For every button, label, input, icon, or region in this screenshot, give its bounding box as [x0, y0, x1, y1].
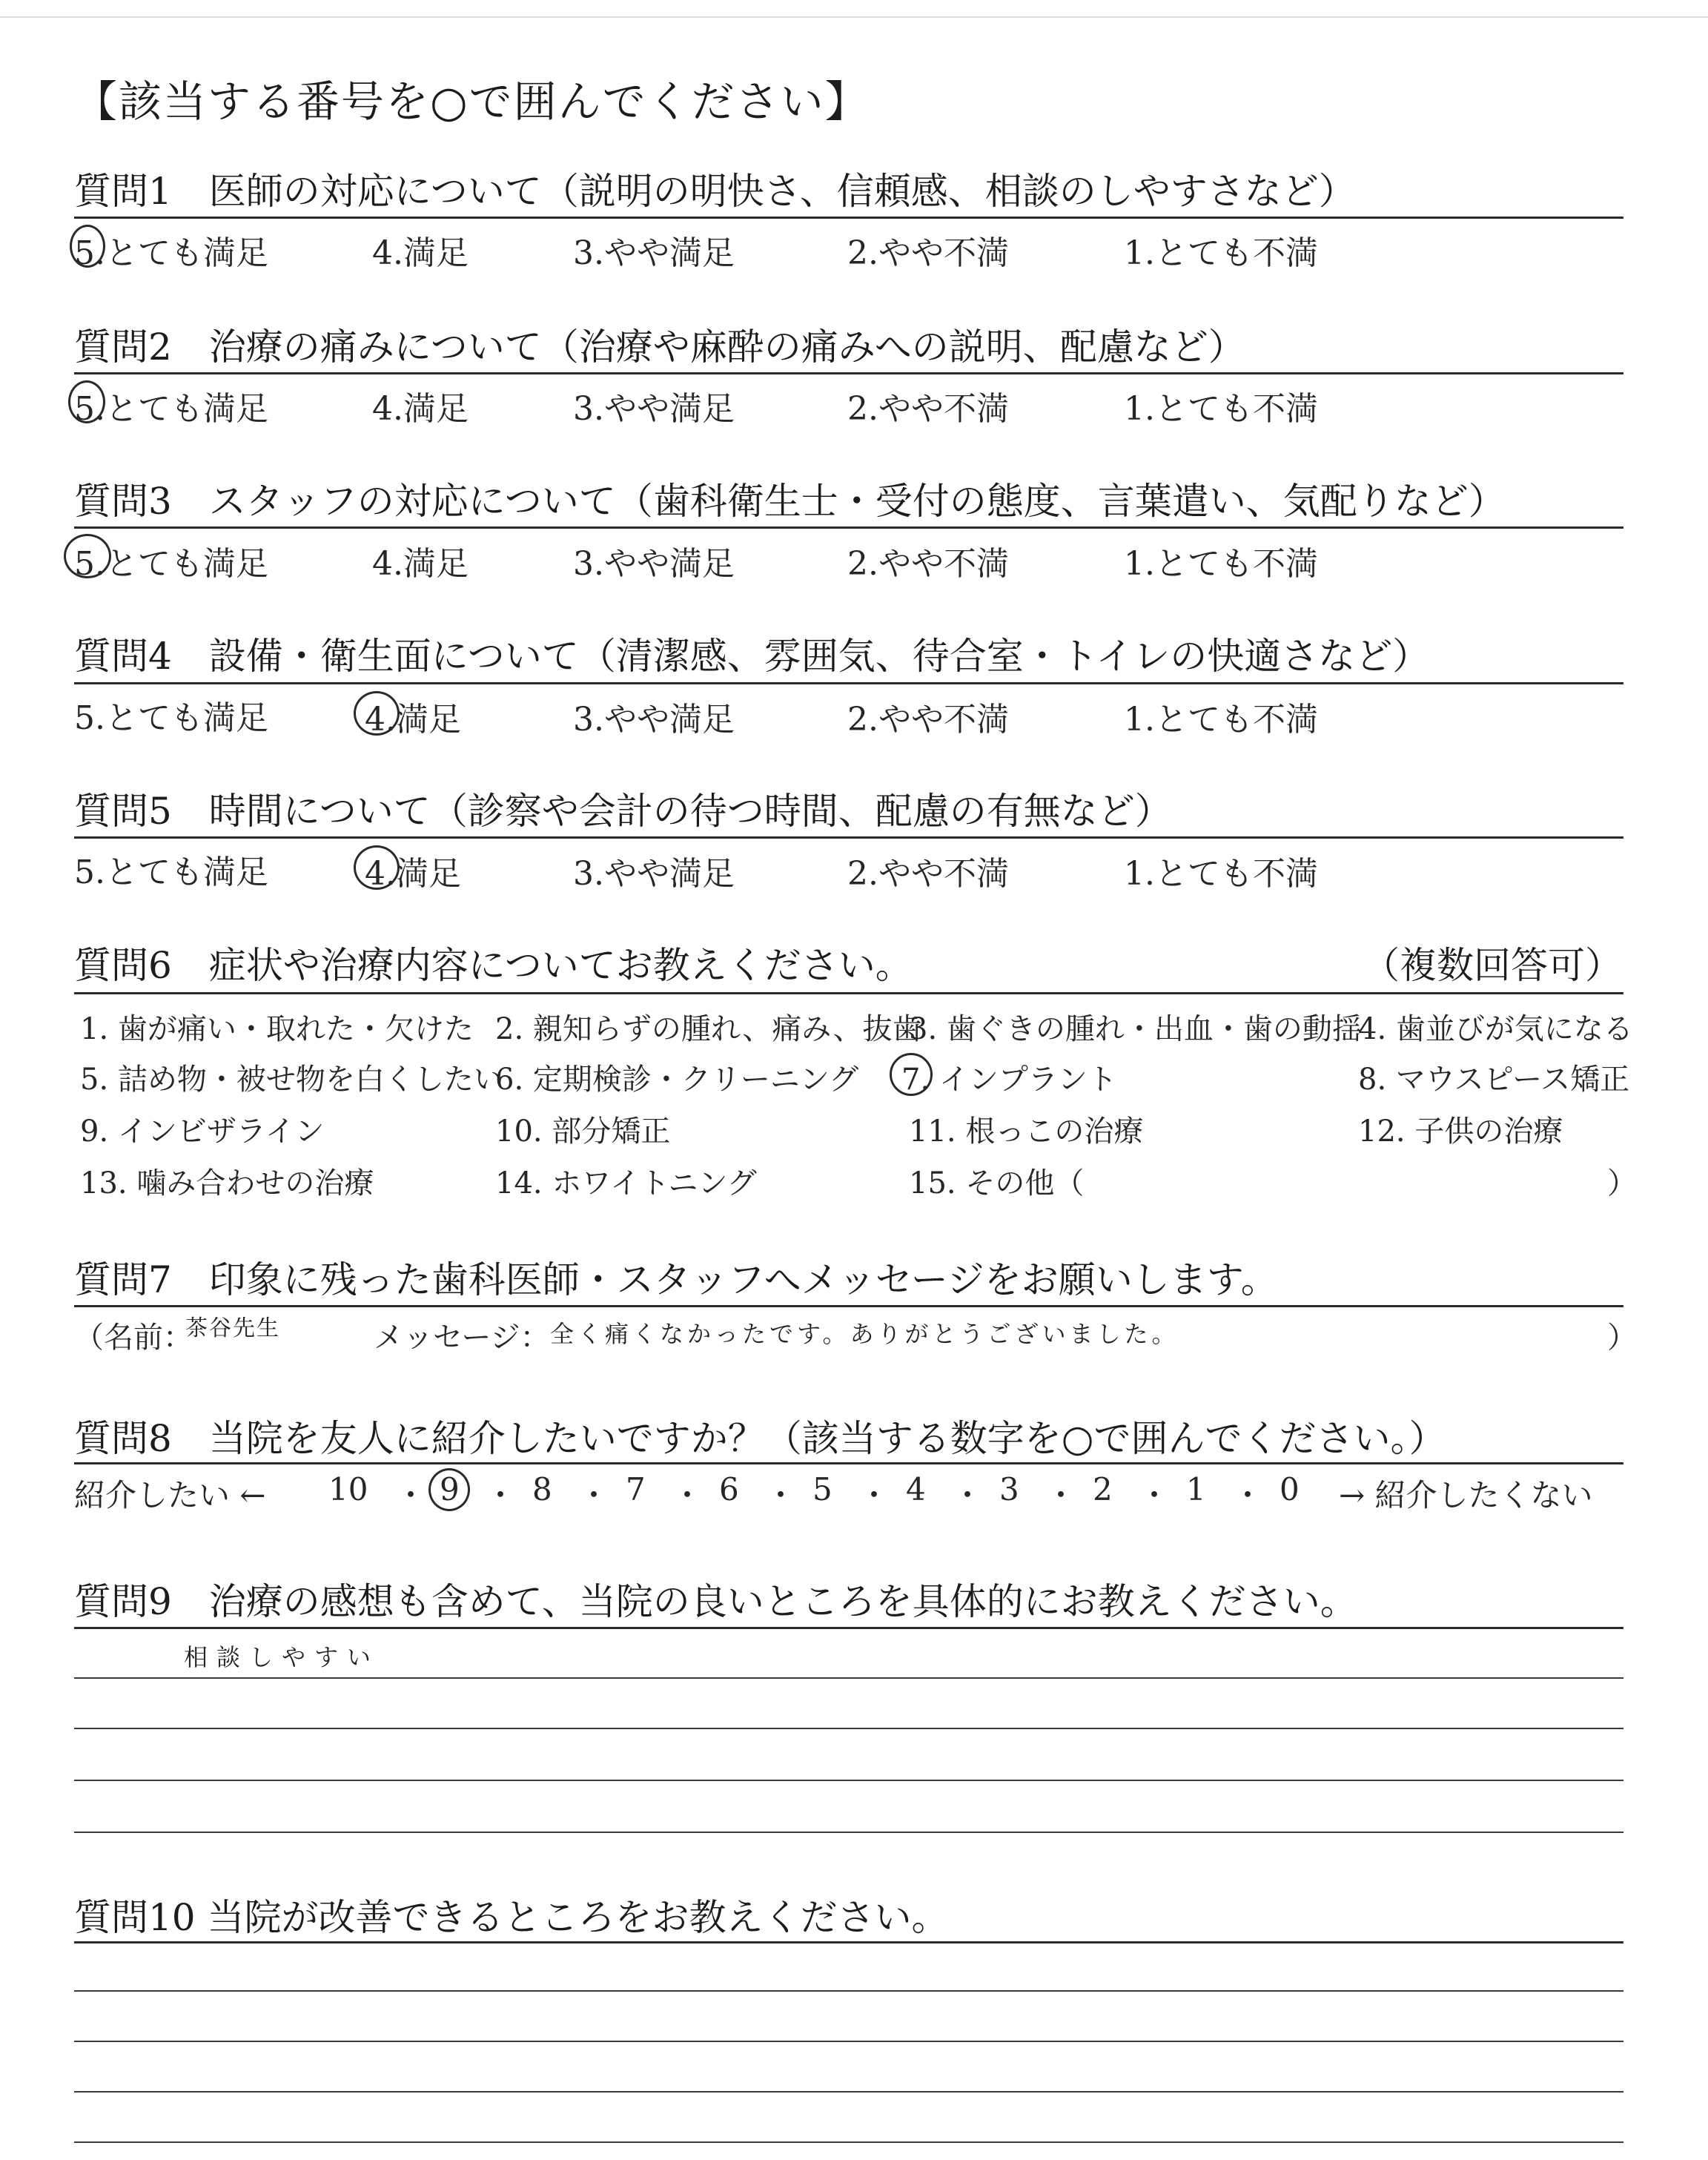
q5-opt-2[interactable]: 2.やや不満 — [847, 855, 1009, 893]
q7-message-value[interactable]: 全く痛くなかったです。ありがとうございました。 — [550, 1320, 1179, 1348]
q7-close-paren: ） — [1607, 1321, 1637, 1355]
q5-selection-circle — [354, 845, 400, 890]
q5-opt-4[interactable]: 4.満足 — [365, 855, 461, 893]
q6-opt-14[interactable]: 14. ホワイトニング — [495, 1166, 757, 1200]
q10-line — [74, 2041, 1623, 2042]
q8-num-3[interactable]: 3 — [999, 1471, 1019, 1507]
q1-title: 質問1 医師の対応について（説明の明快さ、信頼感、相談のしやすさなど） — [74, 170, 1356, 213]
q4-title: 質問4 設備・衛生面について（清潔感、雰囲気、待合室・トイレの快適さなど） — [74, 635, 1430, 678]
q4-rule — [74, 682, 1623, 684]
q10-title: 質問10 当院が改善できるところをお教えください。 — [74, 1896, 949, 1939]
q4-opt-5[interactable]: 5.とても満足 — [74, 699, 268, 737]
q4-selection-circle — [354, 691, 400, 736]
q8-num-9[interactable]: 9 — [440, 1471, 460, 1507]
q8-title: 質問8 当院を友人に紹介したいですか？（該当する数字を○で囲んでください。） — [74, 1417, 1446, 1460]
q9-line — [74, 1677, 1623, 1679]
q5-opt-1[interactable]: 1.とても不満 — [1124, 855, 1318, 893]
q6-opt-15-close: ） — [1607, 1166, 1637, 1200]
q6-opt-15[interactable]: 15. その他（ — [909, 1166, 1085, 1200]
q7-message-label: メッセージ： — [374, 1321, 550, 1355]
q8-num-0[interactable]: 0 — [1280, 1471, 1300, 1507]
q2-title: 質問2 治療の痛みについて（治療や麻酔の痛みへの説明、配慮など） — [74, 326, 1245, 369]
q1-opt-3[interactable]: 3.やや満足 — [573, 234, 735, 272]
q6-opt-2[interactable]: 2. 親知らずの腫れ、痛み、抜歯 — [495, 1012, 922, 1046]
q6-opt-7[interactable]: 7. インプラント — [901, 1063, 1117, 1097]
q1-opt-5[interactable]: 5.とても満足 — [74, 234, 268, 272]
q8-num-10[interactable]: 10 — [328, 1471, 368, 1507]
q3-rule — [74, 526, 1623, 529]
q6-opt-13[interactable]: 13. 噛み合わせの治療 — [80, 1166, 374, 1200]
q5-rule — [74, 836, 1623, 839]
q8-sep: ・ — [952, 1477, 984, 1513]
q8-right-label: → 紹介したくない — [1339, 1477, 1593, 1513]
q2-selection-circle — [68, 380, 105, 423]
q6-opt-1[interactable]: 1. 歯が痛い・取れた・欠けた — [80, 1012, 474, 1046]
q6-title: 質問6 症状や治療内容についてお教えください。 — [74, 944, 913, 987]
q6-opt-11[interactable]: 11. 根っこの治療 — [909, 1114, 1144, 1149]
q8-num-2[interactable]: 2 — [1093, 1471, 1113, 1507]
q8-sep: ・ — [672, 1477, 704, 1513]
q8-num-1[interactable]: 1 — [1186, 1471, 1206, 1507]
q8-num-5[interactable]: 5 — [812, 1471, 833, 1507]
q4-opt-1[interactable]: 1.とても不満 — [1124, 701, 1318, 739]
q8-sep: ・ — [1139, 1477, 1171, 1513]
q8-sep: ・ — [395, 1477, 427, 1513]
q2-rule — [74, 372, 1623, 374]
q9-answer[interactable]: 相談しやすい — [184, 1643, 380, 1671]
q6-opt-10[interactable]: 10. 部分矯正 — [495, 1114, 671, 1149]
q3-selection-circle — [64, 534, 111, 578]
q8-num-8[interactable]: 8 — [532, 1471, 552, 1507]
q9-line — [74, 1832, 1623, 1833]
q8-selection-circle — [428, 1468, 470, 1511]
q8-num-4[interactable]: 4 — [906, 1471, 926, 1507]
q1-opt-4[interactable]: 4.満足 — [372, 234, 469, 272]
q6-opt-6[interactable]: 6. 定期検診・クリーニング — [495, 1063, 859, 1097]
q4-opt-4[interactable]: 4.満足 — [365, 701, 461, 739]
q10-line — [74, 1990, 1623, 1992]
q3-title: 質問3 スタッフの対応について（歯科衛生士・受付の態度、言葉遣い、気配りなど） — [74, 480, 1506, 523]
q6-note: （複数回答可） — [1363, 944, 1622, 987]
q6-opt-5[interactable]: 5. 詰め物・被せ物を白くしたい — [80, 1063, 503, 1097]
q3-opt-2[interactable]: 2.やや不満 — [847, 545, 1009, 583]
page-title: 【該当する番号を○で囲んでください】 — [74, 76, 870, 127]
q8-left-label: 紹介したい ← — [74, 1477, 266, 1513]
q2-opt-4[interactable]: 4.満足 — [372, 390, 469, 428]
q7-rule — [74, 1305, 1623, 1307]
q5-opt-3[interactable]: 3.やや満足 — [573, 855, 735, 893]
q2-opt-2[interactable]: 2.やや不満 — [847, 390, 1009, 428]
q10-rule — [74, 1941, 1623, 1943]
q8-sep: ・ — [765, 1477, 797, 1513]
q9-line — [74, 1780, 1623, 1781]
q8-sep: ・ — [1232, 1477, 1264, 1513]
q3-opt-4[interactable]: 4.満足 — [372, 545, 469, 583]
q6-opt-12[interactable]: 12. 子供の治療 — [1358, 1114, 1563, 1149]
scan-edge — [0, 16, 1708, 18]
q7-title: 質問7 印象に残った歯科医師・スタッフへメッセージをお願いします。 — [74, 1258, 1278, 1301]
q5-opt-5[interactable]: 5.とても満足 — [74, 853, 268, 891]
q6-opt-4[interactable]: 4. 歯並びが気になる — [1358, 1012, 1633, 1046]
q1-opt-1[interactable]: 1.とても不満 — [1124, 234, 1318, 272]
q9-line — [74, 1728, 1623, 1729]
q3-opt-5[interactable]: 5.とても満足 — [74, 545, 268, 583]
q7-name-label: （名前： — [74, 1321, 193, 1355]
q2-opt-3[interactable]: 3.やや満足 — [573, 390, 735, 428]
q9-title: 質問9 治療の感想も含めて、当院の良いところを具体的にお教えください。 — [74, 1580, 1357, 1623]
q2-opt-5[interactable]: 5.とても満足 — [74, 390, 268, 428]
q1-opt-2[interactable]: 2.やや不満 — [847, 234, 1009, 272]
q10-line — [74, 2091, 1623, 2093]
q9-rule — [74, 1627, 1623, 1629]
q7-name-value[interactable]: 茶谷先生 — [185, 1315, 280, 1341]
q10-line — [74, 2141, 1623, 2143]
q8-sep: ・ — [578, 1477, 610, 1513]
q8-sep: ・ — [858, 1477, 890, 1513]
q1-rule — [74, 217, 1623, 219]
q4-opt-3[interactable]: 3.やや満足 — [573, 701, 735, 739]
q5-title: 質問5 時間について（診察や会計の待つ時間、配慮の有無など） — [74, 790, 1172, 833]
q3-opt-3[interactable]: 3.やや満足 — [573, 545, 735, 583]
q6-opt-3[interactable]: 3. 歯ぐきの腫れ・出血・歯の動揺 — [909, 1012, 1362, 1046]
q8-rule — [74, 1462, 1623, 1464]
q2-opt-1[interactable]: 1.とても不満 — [1124, 390, 1318, 428]
q8-num-6[interactable]: 6 — [719, 1471, 739, 1507]
q8-num-7[interactable]: 7 — [626, 1471, 646, 1507]
q6-rule — [74, 992, 1623, 994]
q3-opt-1[interactable]: 1.とても不満 — [1124, 545, 1318, 583]
q6-opt-9[interactable]: 9. インビザライン — [80, 1114, 325, 1149]
q6-opt-8[interactable]: 8. マウスピース矯正 — [1358, 1063, 1630, 1097]
q8-sep: ・ — [1045, 1477, 1077, 1513]
q6-selection-circle — [890, 1053, 933, 1096]
q4-opt-2[interactable]: 2.やや不満 — [847, 701, 1009, 739]
q1-selection-circle — [70, 225, 105, 268]
q8-sep: ・ — [485, 1477, 517, 1513]
